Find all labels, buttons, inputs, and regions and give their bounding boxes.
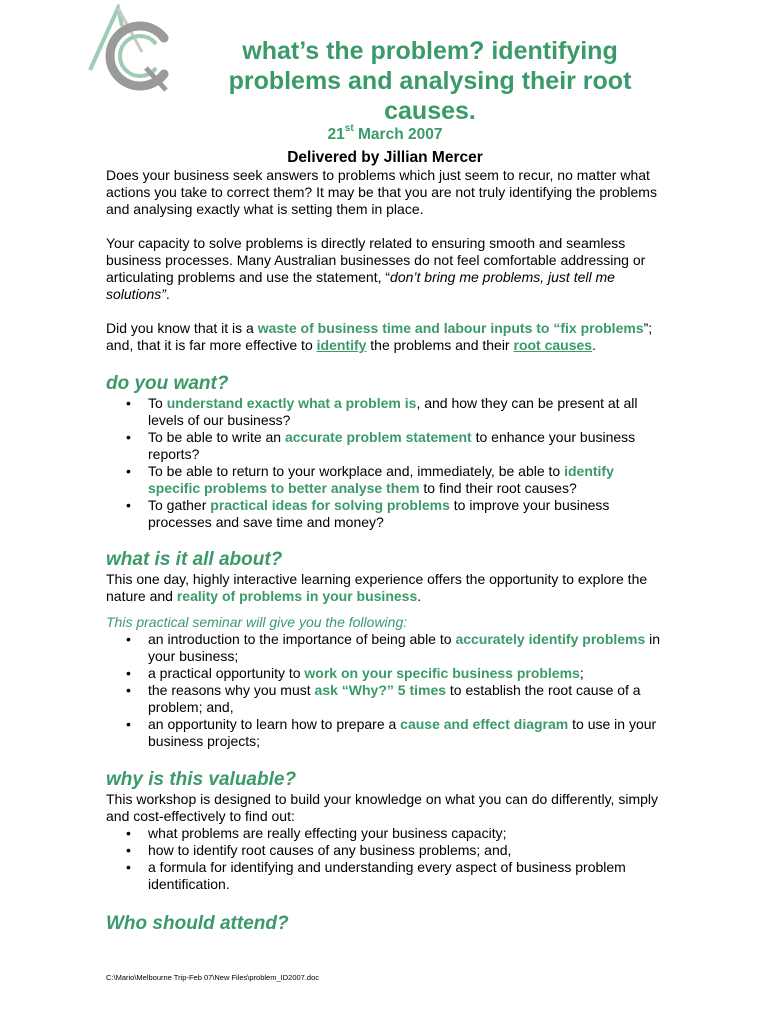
list-item <box>106 395 666 429</box>
identify-link[interactable]: identify <box>316 337 367 353</box>
intro-p3-text-b: ”; and, that it is far more effective to <box>106 320 653 353</box>
item-highlight: accurate problem statement <box>284 429 472 445</box>
intro-p2-quote: don’t bring me problems, just tell me solutions” <box>106 269 615 302</box>
page-title: what’s the problem? identifying problems and analysing their root causes. <box>228 37 632 125</box>
what-is-it-paragraph <box>106 571 666 605</box>
list-item <box>106 631 666 665</box>
list-item <box>106 429 666 463</box>
intro-p3-highlight: waste of business time and labour inputs to “fix problems <box>257 320 644 336</box>
item-text: in your business; <box>148 631 661 664</box>
item-text: to establish the root cause of a problem; and, <box>148 682 641 715</box>
section-heading-what-is-it-about: what is it all about? <box>106 549 283 570</box>
item-highlight: ask “Why?” 5 times <box>314 682 447 698</box>
section-heading-who-should-attend: Who should attend? <box>106 913 289 934</box>
section-heading-why-valuable: why is this valuable? <box>106 769 297 790</box>
list-item <box>106 497 666 531</box>
date-day: 21 <box>327 126 345 143</box>
item-text: to enhance your business reports? <box>148 429 636 462</box>
list-item: • a formula for identifying and understanding every aspect of business problem identification. <box>106 859 666 893</box>
event-date <box>255 123 515 144</box>
list-item <box>106 716 666 750</box>
intro-paragraph-1: Does your business seek answers to problems which just seem to recur, no matter what actions you take to correct them? It may be that you are not truly identifying the problems and analysing exactly what is setting them in place. <box>106 167 657 217</box>
intro-p2-text: Your capacity to solve problems is directly related to ensuring smooth and seamless business processes. Many Australian businesses do not feel comfortable addressing or articulating problems and use the statement, “ <box>106 235 646 285</box>
aq-logo <box>82 4 178 96</box>
presenter-line: Delivered by Jillian Mercer <box>287 149 483 166</box>
item-text: To be able to write an <box>148 429 285 445</box>
do-you-want-list <box>106 395 666 531</box>
list-item <box>106 463 666 497</box>
list-item <box>106 665 666 682</box>
list-item: • what problems are really effecting your business capacity; <box>106 825 666 842</box>
file-path-footer: C:\Mario\Melbourne Trip-Feb 07\New Files\problem_ID2007.doc <box>106 973 320 982</box>
item-text: a practical opportunity to <box>148 665 305 681</box>
item-highlight: work on your specific business problems <box>304 665 580 681</box>
item-text: To be able to return to your workplace and, immediately, be able to <box>148 463 565 479</box>
para-highlight: reality of problems in your business <box>176 588 418 604</box>
item-highlight: identify specific problems to better analyse them <box>148 463 614 496</box>
date-suffix: st <box>344 123 354 134</box>
list-item: • how to identify root causes of any business problems; and, <box>106 842 666 859</box>
item-text: To <box>148 395 167 411</box>
intro-p3-text-c: the problems and their <box>366 337 514 353</box>
date-rest: March 2007 <box>353 126 443 143</box>
intro-paragraph-3 <box>106 320 666 354</box>
item-highlight: cause and effect diagram <box>400 716 569 732</box>
seminar-benefits-list <box>106 631 666 750</box>
root-causes-link[interactable]: root causes <box>513 337 593 353</box>
why-valuable-list <box>106 825 666 893</box>
list-item <box>106 682 666 716</box>
item-text: an introduction to the importance of being able to <box>148 631 456 647</box>
item-highlight: understand exactly what a problem is <box>166 395 417 411</box>
item-highlight: practical ideas for solving problems <box>210 497 450 513</box>
item-text: to find their root causes? <box>419 480 577 496</box>
section-heading-do-you-want: do you want? <box>106 373 229 394</box>
item-text: to improve your business processes and save time and money? <box>148 497 610 530</box>
item-text: to use in your business projects; <box>148 716 657 749</box>
item-text: To gather <box>148 497 211 513</box>
intro-p3-text-a: Did you know that it is a <box>106 320 258 336</box>
item-text: an opportunity to learn how to prepare a <box>148 716 401 732</box>
why-valuable-paragraph: This workshop is designed to build your knowledge on what you can do differently, simply and cost-effectively to find out: <box>106 791 659 824</box>
intro-p3-end: . <box>592 337 596 353</box>
intro-paragraph-2 <box>106 235 666 303</box>
document-body <box>106 167 666 935</box>
intro-p2-end: . <box>165 286 170 302</box>
item-text: ; <box>579 665 584 681</box>
para-end: . <box>417 588 422 604</box>
item-text: the reasons why you must <box>148 682 315 698</box>
para-text: This one day, highly interactive learning experience offers the opportunity to explore the nature and <box>106 571 648 604</box>
seminar-subheading: This practical seminar will give you the following: <box>106 614 408 630</box>
item-text: , and how they can be present at all levels of our business? <box>148 395 638 428</box>
item-highlight: accurately identify problems <box>455 631 646 647</box>
